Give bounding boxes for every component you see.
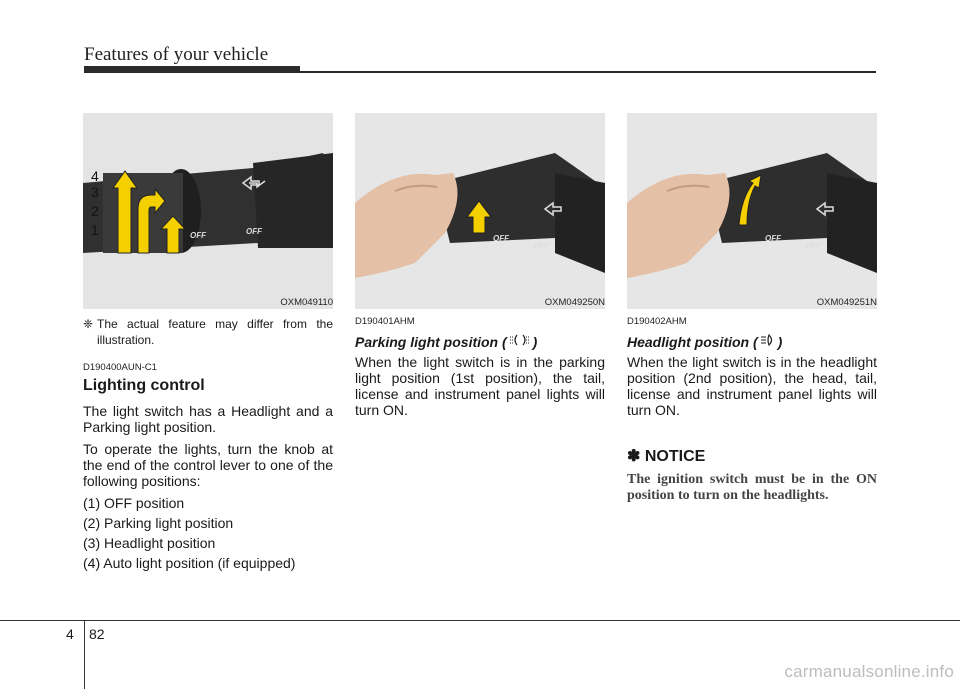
disclaimer-note bbox=[83, 316, 333, 348]
position-label-3: 3 bbox=[91, 184, 99, 200]
heading-text: ) bbox=[532, 333, 538, 350]
header-line bbox=[300, 71, 876, 73]
chapter-number: 4 bbox=[66, 626, 74, 642]
notice-symbol: ✽ bbox=[627, 448, 641, 465]
footer-line bbox=[0, 620, 960, 621]
figure-code: OXM049110 bbox=[280, 297, 333, 308]
switch-off-label: OFF bbox=[765, 234, 781, 243]
section-heading bbox=[355, 333, 605, 350]
list-item: (1) OFF position bbox=[83, 495, 185, 511]
list-item: (3) Headlight position bbox=[83, 535, 216, 551]
notice-text: The ignition switch must be in the ON position to turn on the headlights. bbox=[627, 472, 877, 503]
parking-light-icon bbox=[509, 333, 531, 350]
column-parking-light bbox=[355, 316, 605, 424]
figure-code: OXM049251N bbox=[816, 297, 877, 308]
section-heading bbox=[627, 333, 877, 350]
paragraph: To operate the lights, turn the knob at the end of the control lever to one of the following positions: bbox=[83, 441, 333, 489]
figure-code: OXM049250N bbox=[544, 297, 605, 308]
position-label-4: 4 bbox=[91, 168, 99, 184]
position-label-1: 1 bbox=[91, 222, 99, 238]
section-code: D190400AUN-C1 bbox=[83, 362, 157, 373]
switch-off-label: OFF bbox=[533, 241, 549, 250]
switch-off-label: OFF bbox=[246, 227, 262, 236]
heading-text: Parking light position ( bbox=[355, 333, 507, 350]
notice-title: NOTICE bbox=[644, 448, 706, 465]
page-number: 82 bbox=[89, 626, 105, 642]
column-lighting-control bbox=[83, 316, 333, 575]
paragraph: The light switch has a Headlight and a Parking light position. bbox=[83, 403, 333, 435]
notice-heading bbox=[627, 446, 877, 466]
note-text: The actual feature may differ from the illustration. bbox=[97, 317, 333, 347]
page-header-title: Features of your vehicle bbox=[84, 44, 269, 65]
heading-text: Headlight position ( bbox=[627, 333, 758, 350]
figure-parking-light bbox=[355, 113, 605, 309]
figure-lever-positions bbox=[83, 113, 333, 309]
position-label-2: 2 bbox=[91, 203, 99, 219]
paragraph: When the light switch is in the headlight position (2nd position), the head, tail, license and instrument panel lights will turn ON. bbox=[627, 354, 877, 418]
section-code: D190401AHM bbox=[355, 316, 415, 327]
list-item: (2) Parking light position bbox=[83, 515, 234, 531]
note-symbol: ❈ bbox=[83, 317, 94, 331]
watermark: carmanualsonline.info bbox=[784, 662, 954, 681]
switch-off-label: OFF bbox=[493, 234, 509, 243]
list-item: (4) Auto light position (if equipped) bbox=[83, 555, 296, 571]
headlight-icon bbox=[760, 333, 776, 350]
footer-divider bbox=[84, 620, 85, 689]
switch-off-label: OFF bbox=[805, 241, 821, 250]
section-code: D190402AHM bbox=[627, 316, 687, 327]
heading-text: ) bbox=[777, 333, 783, 350]
switch-off-label: OFF bbox=[190, 231, 206, 240]
column-headlight bbox=[627, 316, 877, 504]
paragraph: When the light switch is in the parking light position (1st position), the tail, license and instrument panel lights will turn ON. bbox=[355, 354, 605, 418]
section-heading: Lighting control bbox=[83, 377, 205, 394]
header-bar bbox=[84, 66, 300, 73]
figure-headlight bbox=[627, 113, 877, 309]
